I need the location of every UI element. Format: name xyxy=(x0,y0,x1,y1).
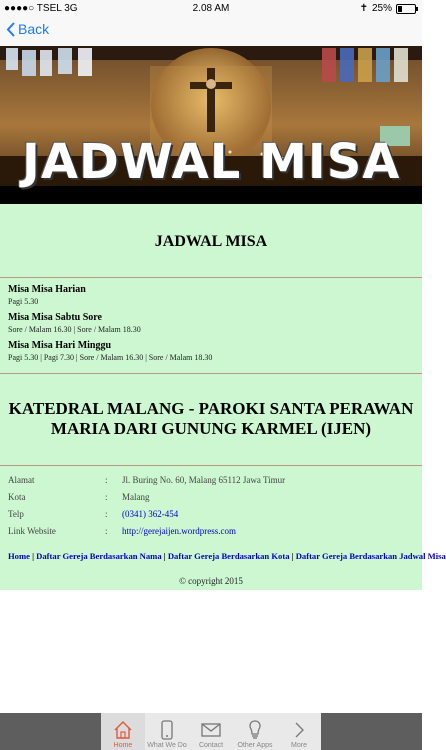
banner-image xyxy=(0,46,422,204)
footer-link-by-city[interactable]: Daftar Gereja Berdasarkan Kota xyxy=(167,551,290,561)
tab-more[interactable] xyxy=(277,713,321,750)
footer-link-home[interactable]: Home xyxy=(8,551,30,561)
schedule-times: Pagi 5.30 xyxy=(8,297,39,306)
schedule-title: Misa Misa Sabtu Sore xyxy=(8,312,102,323)
footer-link-by-name[interactable]: Daftar Gereja Berdasarkan Nama xyxy=(36,551,162,561)
bluetooth-icon: ✝ xyxy=(359,3,368,14)
info-colon: : xyxy=(105,525,108,536)
info-row-phone xyxy=(8,505,414,522)
tab-contact[interactable] xyxy=(189,713,233,750)
schedule-times: Pagi 5.30 | Pagi 7.30 | Sore / Malam 16.30 | Sore / Malam 18.30 xyxy=(8,353,213,362)
website-link[interactable]: http://gerejaijen.wordpress.com xyxy=(122,525,236,536)
battery-indicator xyxy=(360,3,416,14)
tab-other-apps[interactable] xyxy=(233,713,277,750)
info-colon: : xyxy=(105,491,108,502)
info-row-city xyxy=(8,488,414,505)
footer-link-by-schedule[interactable]: Daftar Gereja Berdasarkan Jadwal Misa xyxy=(295,551,446,561)
schedule-title: Misa Misa Harian xyxy=(8,284,86,295)
info-colon: : xyxy=(105,474,108,485)
separator: | xyxy=(289,551,296,561)
back-label: Back xyxy=(18,21,50,37)
main-content xyxy=(0,204,446,590)
info-value: Jl. Buring No. 60, Malang 65112 Jawa Timur xyxy=(122,474,286,485)
tab-label: Other Apps xyxy=(237,742,273,749)
tab-label: More xyxy=(291,742,307,749)
info-row-website xyxy=(8,522,414,539)
phone-icon xyxy=(156,719,178,741)
envelope-icon xyxy=(200,719,222,741)
mass-schedule-list xyxy=(0,278,422,374)
chevron-right-icon xyxy=(288,719,310,741)
navigation-bar xyxy=(0,17,422,47)
battery-percent: 25% xyxy=(371,3,392,14)
home-icon xyxy=(112,719,134,741)
info-value: Malang xyxy=(122,491,150,502)
tab-label: What We Do xyxy=(147,742,187,749)
status-bar xyxy=(0,0,422,17)
info-label: Link Website xyxy=(8,525,56,536)
carrier-label: ●●●●○ TSEL 3G xyxy=(4,3,78,14)
church-name: KATEDRAL MALANG - PAROKI SANTA PERAWAN MARIA DARI GUNUNG KARMEL (IJEN) xyxy=(0,374,422,466)
info-colon: : xyxy=(105,508,108,519)
footer-nav xyxy=(8,551,446,561)
info-label: Alamat xyxy=(8,474,35,485)
schedule-title: Misa Misa Hari Minggu xyxy=(8,340,112,351)
separator: | xyxy=(29,551,37,561)
info-label: Telp xyxy=(8,508,24,519)
banner-title: JADWAL MISA xyxy=(22,134,401,190)
tab-label: Contact xyxy=(198,742,224,749)
phone-link[interactable]: (0341) 362-454 xyxy=(122,508,179,519)
tab-home[interactable] xyxy=(101,713,145,750)
battery-icon xyxy=(396,4,416,14)
church-info xyxy=(0,466,446,586)
lightbulb-icon xyxy=(244,719,266,741)
tab-bar xyxy=(0,713,422,750)
tab-what-we-do[interactable] xyxy=(145,713,189,750)
page-title: JADWAL MISA xyxy=(0,204,422,278)
info-row-address xyxy=(8,471,414,488)
copyright: © copyright 2015 xyxy=(179,576,243,586)
clock: 2.08 AM xyxy=(192,3,230,14)
chevron-left-icon xyxy=(6,22,15,37)
schedule-times: Sore / Malam 16.30 | Sore / Malam 18.30 xyxy=(8,325,141,334)
tab-label: Home xyxy=(113,742,133,749)
separator: | xyxy=(161,551,168,561)
back-button[interactable] xyxy=(6,21,49,37)
info-label: Kota xyxy=(8,491,26,502)
